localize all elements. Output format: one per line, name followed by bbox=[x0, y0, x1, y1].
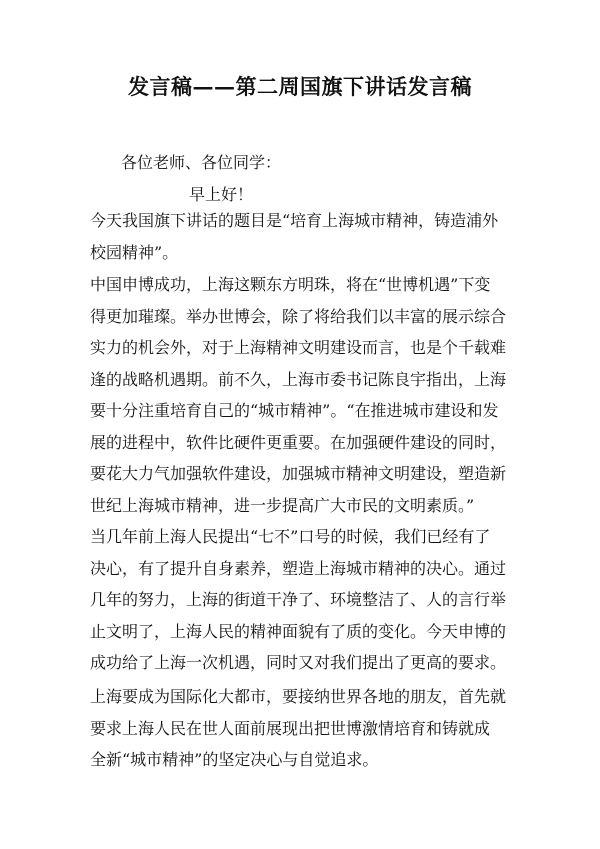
paragraph-line: 成功给了上海一次机遇，同时又对我们提出了更高的要求。 bbox=[90, 653, 507, 672]
salutation: 各位老师、各位同学： bbox=[121, 153, 282, 172]
paragraph-4 bbox=[90, 683, 535, 778]
paragraph-line: 要十分注重培育自己的“城市精神”。“在推进城市建设和发 bbox=[90, 401, 499, 420]
paragraph-line: 逢的战略机遇期。前不久，上海市委书记陈良宇指出，上海 bbox=[90, 369, 507, 389]
paragraph-line: 展的进程中，软件比硬件更重要。在加强硬件建设的同时， bbox=[90, 432, 507, 452]
paragraph-2 bbox=[90, 271, 535, 523]
paragraph-line: 上海要成为国际化大都市，要接纳世界各地的朋友，首先就 bbox=[90, 687, 507, 706]
paragraph-line: 当几年前上海人民提出“七不”口号的时候，我们已经有了 bbox=[90, 527, 491, 546]
paragraph-line: 实力的机会外，对于上海精神文明建设而言，也是个千载难 bbox=[90, 338, 507, 357]
paragraph-line: 止文明了，上海人民的精神面貌有了质的变化。今天申博的 bbox=[90, 621, 507, 641]
paragraph-line: 今天我国旗下讲话的题目是“培育上海城市精神，铸造浦外 bbox=[90, 211, 499, 230]
paragraph-line: 几年的努力，上海的街道干净了、环境整洁了、人的言行举 bbox=[90, 590, 507, 609]
paragraph-line: 全新“城市精神”的坚定决心与自觉追求。 bbox=[90, 750, 379, 769]
paragraph-line: 得更加璀璨。举办世博会，除了将给我们以丰富的展示综合 bbox=[90, 306, 507, 326]
paragraph-line: 要求上海人民在世人面前展现出把世博激情培育和铸就成 bbox=[90, 718, 491, 738]
paragraph-line: 中国申博成功，上海这颗东方明珠，将在“世博机遇”下变 bbox=[90, 275, 491, 294]
paragraph-1 bbox=[90, 207, 535, 270]
paragraph-line: 校园精神”。 bbox=[90, 242, 179, 262]
document-title: 发言稿——第二周国旗下讲话发言稿 bbox=[128, 74, 472, 99]
paragraph-3 bbox=[90, 523, 535, 681]
paragraph-line: 决心，有了提升自身素养，塑造上海城市精神的决心。通过 bbox=[90, 558, 507, 578]
paragraph-line: 世纪上海城市精神，进一步提高广大市民的文明素质。” bbox=[90, 495, 475, 515]
paragraph-line: 要花大力气加强软件建设，加强城市精神文明建设，塑造新 bbox=[90, 464, 507, 483]
greeting: 早上好！ bbox=[189, 185, 254, 204]
